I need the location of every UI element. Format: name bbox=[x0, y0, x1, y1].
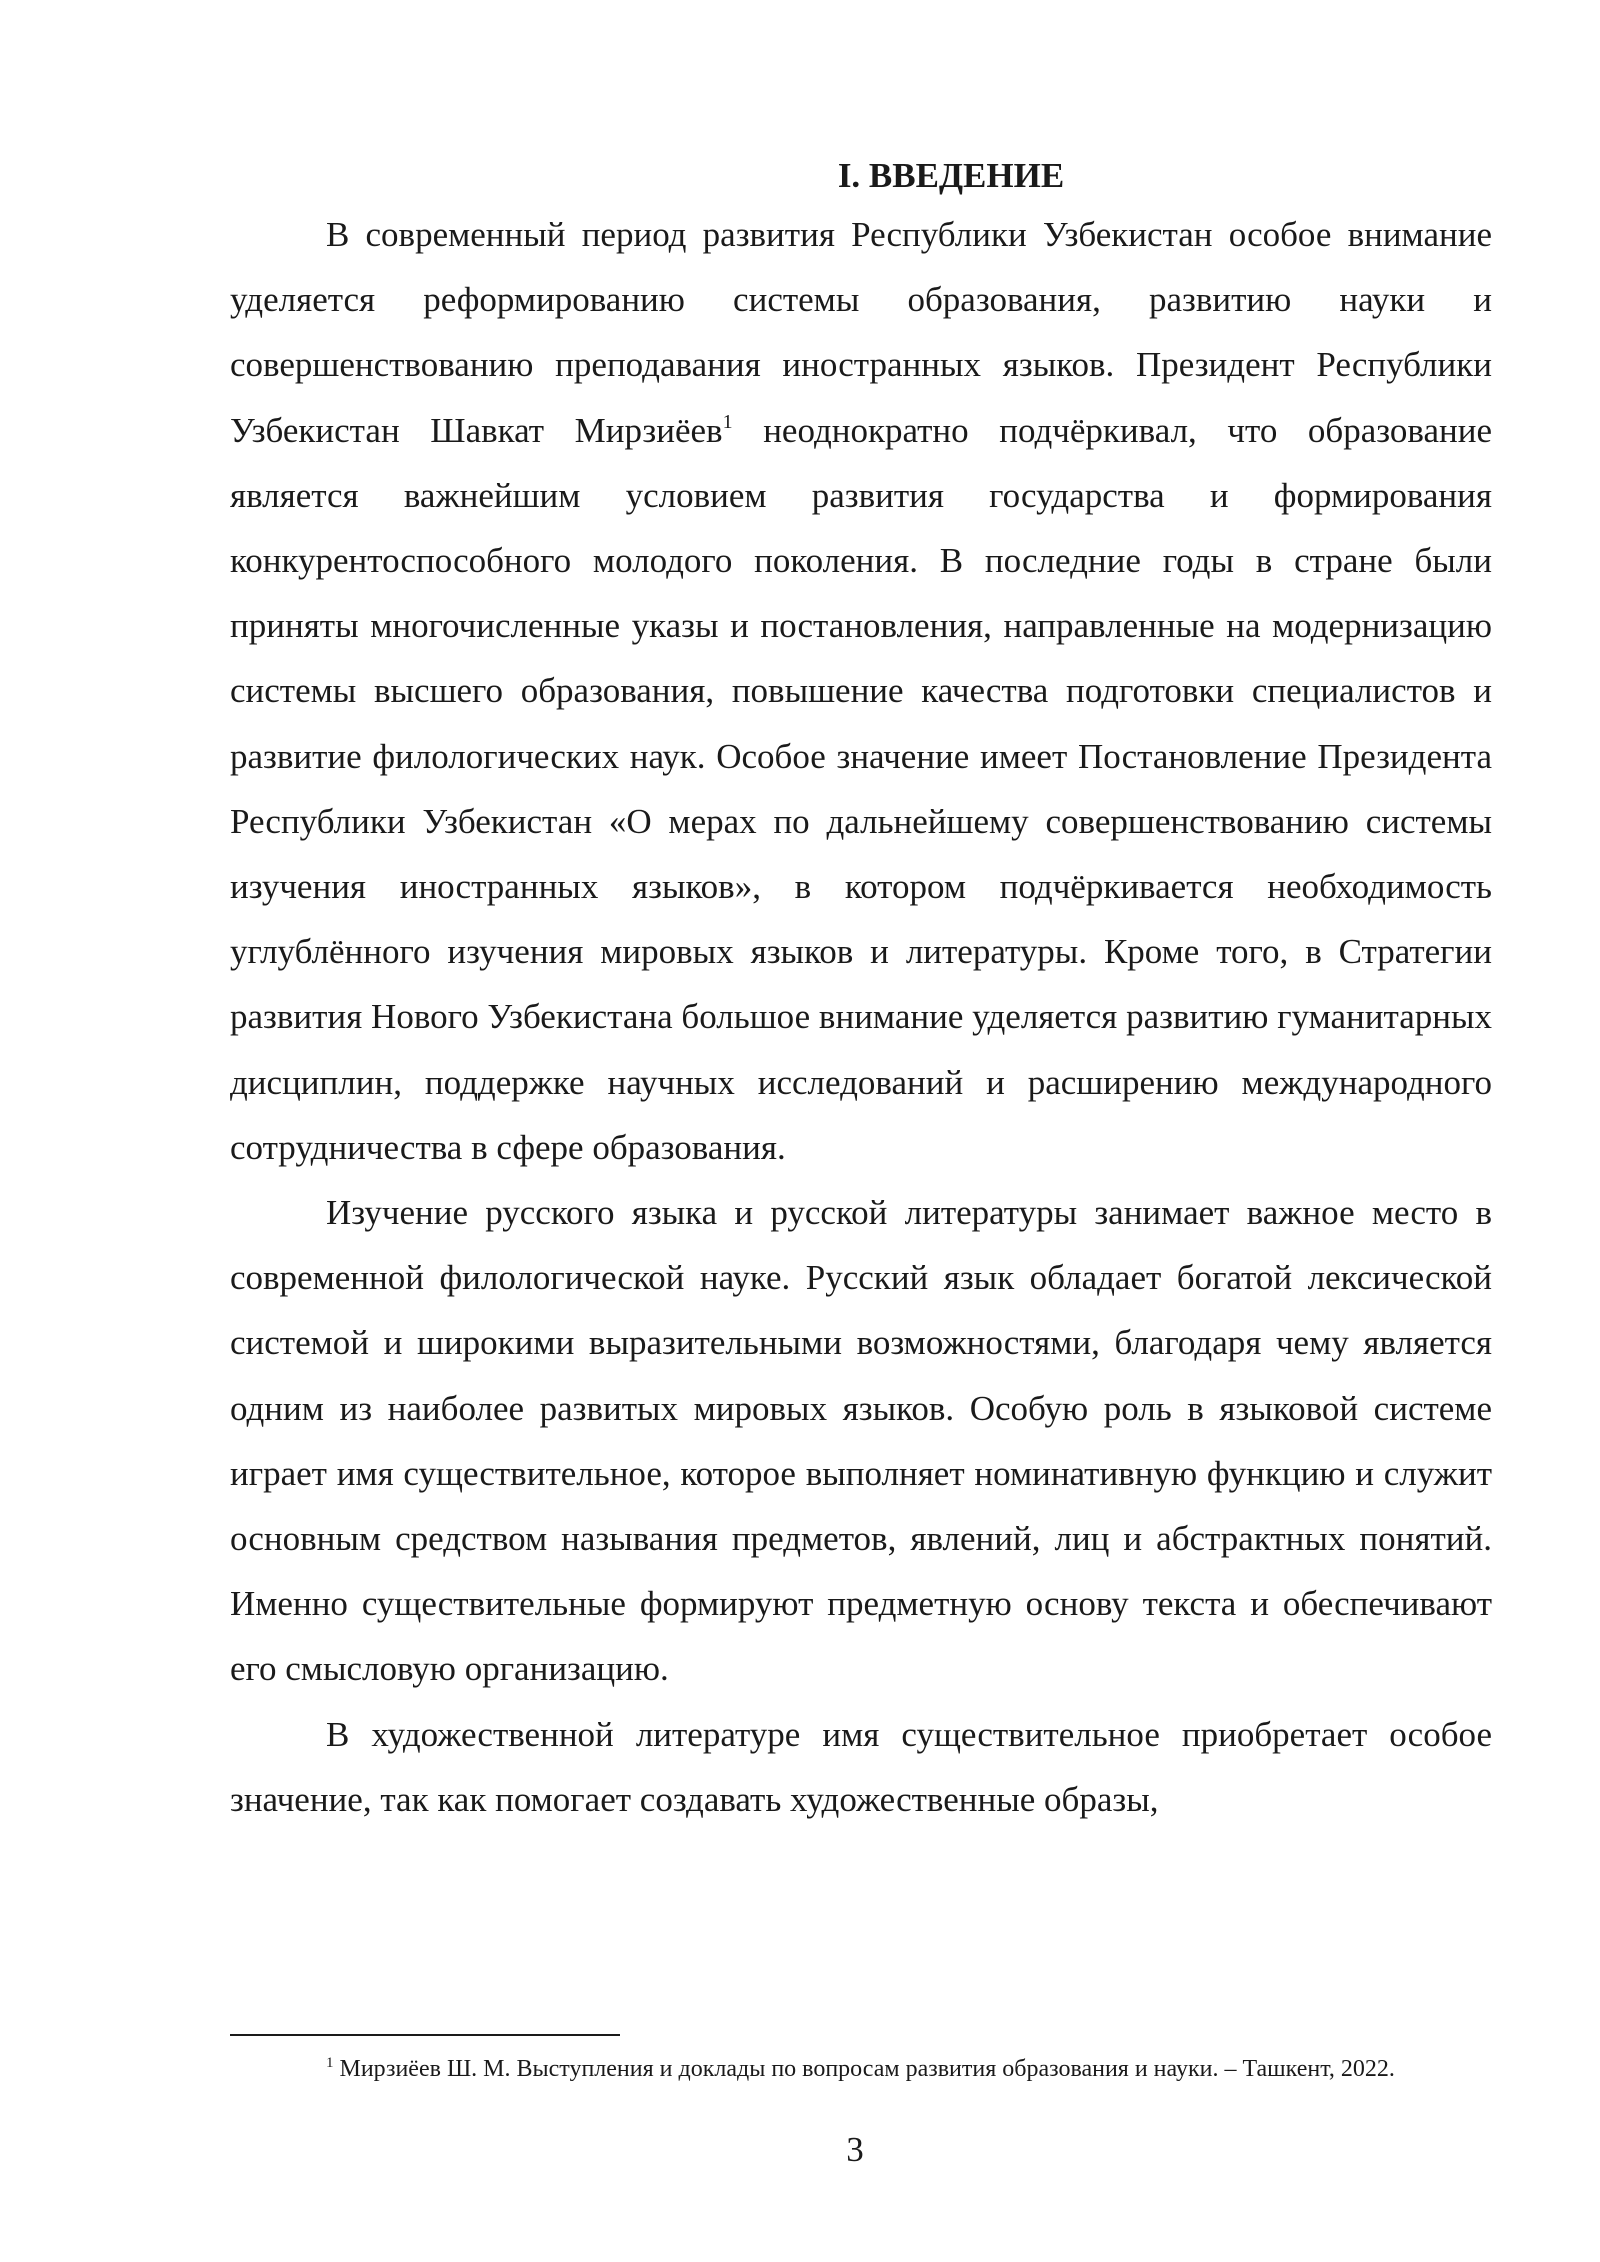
paragraph-1-text-start: В современный период развития Республики Узбекистан особое внимание уделяется реформированию системы образования, развитию науки и совершенствованию преподавания иностранных языков. Президент Республики Узбекистан Шавкат Мирзиёев bbox=[230, 215, 1492, 450]
footnote-separator bbox=[230, 2034, 620, 2036]
footnote-mark: 1 bbox=[326, 2055, 334, 2071]
footnote-text: Мирзиёев Ш. М. Выступления и доклады по вопросам развития образования и науки. – Ташкент, 2022. bbox=[333, 2056, 1395, 2082]
paragraph-3: В художественной литературе имя существительное приобретает особое значение, так как помогает создавать художественные образы, bbox=[230, 1714, 1492, 1819]
footnote bbox=[230, 2052, 1492, 2086]
page-number: 3 bbox=[846, 2130, 864, 2169]
section-heading: I. ВВЕДЕНИЕ bbox=[837, 156, 1065, 195]
footnote-reference[interactable]: 1 bbox=[722, 410, 733, 433]
paragraph-2: Изучение русского языка и русской литературы занимает важное место в современной филологической науке. Русский язык обладает богатой лексической системой и широкими выразительными возможностями, благодаря чему является одним из наиболее развитых мировых языков. Особую роль в языковой системе играет имя существительное, которое выполняет номинативную функцию и служит основным средством называния предметов, явлений, лиц и абстрактных понятий. Именно существительные формируют предметную основу текста и обеспечивают его смысловую организацию. bbox=[230, 1193, 1492, 1689]
paragraph-1 bbox=[230, 202, 1492, 1180]
paragraph-1-text-end: неоднократно подчёркивал, что образование является важнейшим условием развития государства и формирования конкурентоспособного молодого поколения. В последние годы в стране были приняты многочисленные указы и постановления, направленные на модернизацию системы высшего образования, повышение качества подготовки специалистов и развитие филологических наук. Особое значение имеет Постановление Президента Республики Узбекистан «О мерах по дальнейшему совершенствованию системы изучения иностранных языков», в котором подчёркивается необходимость углублённого изучения мировых языков и литературы. Кроме того, в Стратегии развития Нового Узбекистана большое внимание уделяется развитию гуманитарных дисциплин, поддержке научных исследований и расширению международного сотрудничества в сфере образования. bbox=[230, 410, 1492, 1167]
page-body bbox=[230, 150, 1492, 1832]
